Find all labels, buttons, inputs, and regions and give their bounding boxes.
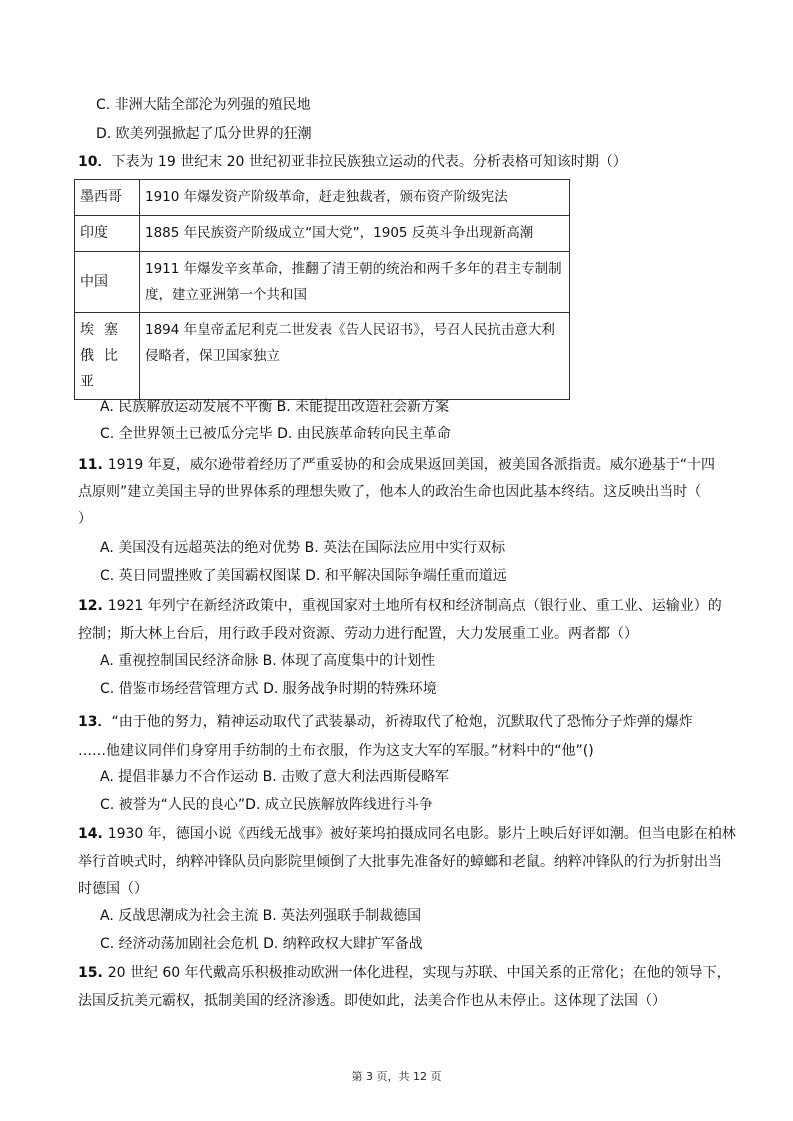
q13-options-cd: C. 被誉为“人民的良心”D. 成立民族解放阵线进行斗争 <box>100 797 433 813</box>
table-cell-country: 墨西哥 <box>75 180 140 216</box>
q12-options-ab: A. 重视控制国民经济命脉 B. 体现了高度集中的计划性 <box>100 653 436 669</box>
q10-options-ab: A. 民族解放运动发展不平衡 B. 未能提出改造社会新方案 <box>100 399 450 415</box>
q14-stem-line3: 时德国（） <box>78 881 148 897</box>
table-cell-country: 埃塞俄比亚 <box>75 313 140 400</box>
q9-option-d: D. 欧美列强掀起了瓜分世界的狂潮 <box>96 126 312 142</box>
q13-stem-line1: 13．“由于他的努力，精神运动取代了武装暴动，祈祷取代了枪炮，沉默取代了恐怖分子炸弹的爆炸 <box>78 714 693 730</box>
q10-stem: 10．下表为 19 世纪末 20 世纪初亚非拉民族独立运动的代表。分析表格可知该时期（） <box>78 154 627 170</box>
q9-option-c: C. 非洲大陆全部沦为列强的殖民地 <box>96 97 311 113</box>
table-row <box>75 180 570 216</box>
q12-stem-line2: 控制；斯大林上台后，用行政手段对资源、劳动力进行配置，大力发展重工业。两者都（） <box>78 626 638 642</box>
q11-stem-line3: ） <box>78 511 92 527</box>
table-row <box>75 313 570 400</box>
table-row <box>75 252 570 313</box>
q10-options-cd: C. 全世界领土已被瓜分完毕 D. 由民族革命转向民主革命 <box>100 426 451 442</box>
q11-stem-line2: 点原则”建立美国主导的世界体系的理想失败了，他本人的政治生命也因此基本终结。这反映出当时（ <box>78 484 702 500</box>
q14-stem-line1: 14. 1930 年，德国小说《西线无战事》被好莱坞拍摄成同名电影。影片上映后好评如潮。但当电影在柏林 <box>78 826 736 842</box>
independence-movements-table <box>74 179 570 400</box>
q12-options-cd: C. 借鉴市场经营管理方式 D. 服务战争时期的特殊环境 <box>100 681 437 697</box>
q11-options-ab: A. 美国没有远超英法的绝对优势 B. 英法在国际法应用中实行双标 <box>100 540 506 556</box>
table-cell-event: 1911 年爆发辛亥革命，推翻了清王朝的统治和两千多年的君主专制制度，建立亚洲第一个共和国 <box>140 252 570 313</box>
table-row <box>75 216 570 252</box>
table-cell-country: 印度 <box>75 216 140 252</box>
table-cell-country: 中国 <box>75 252 140 313</box>
q13-stem-line2: ……他建议同伴们身穿用手纺制的土布衣服，作为这支大军的军服。”材料中的“他”() <box>78 743 594 759</box>
q11-options-cd: C. 英日同盟挫败了美国霸权图谋 D. 和平解决国际争端任重而道远 <box>100 568 507 584</box>
q13-options-ab: A. 提倡非暴力不合作运动 B. 击败了意大利法西斯侵略军 <box>100 769 450 785</box>
table-cell-event: 1910 年爆发资产阶级革命，赶走独裁者，颁布资产阶级宪法 <box>140 180 570 216</box>
q15-stem-line1: 15. 20 世纪 60 年代戴高乐积极推动欧洲一体化进程，实现与苏联、中国关系的正常化；在他的领导下， <box>78 965 731 981</box>
q11-stem-line1: 11. 1919 年夏，威尔逊带着经历了严重妥协的和会成果返回美国，被美国各派指责。威尔逊基于“十四 <box>78 457 716 473</box>
page-footer: 第 3 页，共 12 页 <box>351 1070 442 1083</box>
q12-stem-line1: 12. 1921 年列宁在新经济政策中，重视国家对土地所有权和经济制高点（银行业、重工业、运输业）的 <box>78 598 722 614</box>
table-cell-event: 1885 年民族资产阶级成立“国大党”，1905 反英斗争出现新高潮 <box>140 216 570 252</box>
table-cell-event: 1894 年皇帝孟尼利克二世发表《告人民诏书》，号召人民抗击意大利侵略者，保卫国家独立 <box>140 313 570 400</box>
q14-stem-line2: 举行首映式时，纳粹冲锋队员向影院里倾倒了大批事先准备好的蟑螂和老鼠。纳粹冲锋队的行为折射出当 <box>78 854 722 870</box>
q15-stem-line2: 法国反抗美元霸权，抵制美国的经济渗透。即使如此，法美合作也从未停止。这体现了法国（） <box>78 993 666 1009</box>
q14-options-cd: C. 经济动荡加剧社会危机 D. 纳粹政权大肆扩军备战 <box>100 936 423 952</box>
q14-options-ab: A. 反战思潮成为社会主流 B. 英法列强联手制裁德国 <box>100 908 422 924</box>
